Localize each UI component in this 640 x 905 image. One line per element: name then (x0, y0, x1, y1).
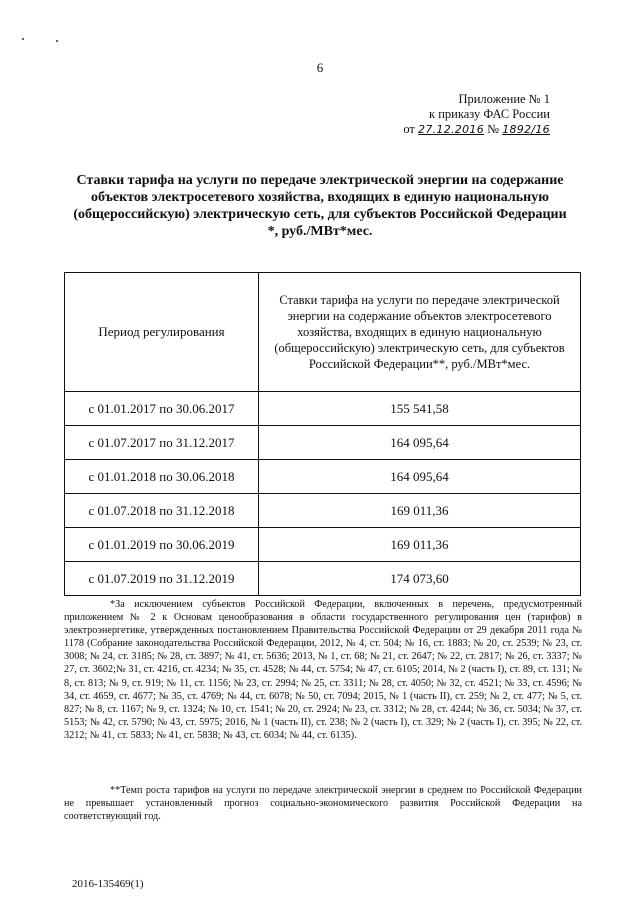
footnote-single-asterisk: *За исключением субъектов Российской Федерации, включенных в перечень, предусмотренный приложением № 2 к Основам ценообразования в области государственного регулирования цен (тарифов) в электроэнергетике, утвержденных постановлением Правительства Российской Федерации от 29 декабря 2011 года № 1178 (Собрание законодательства Российской Федерации, 2012, № 4, ст. 504; № 16, ст. 1883; № 20, ст. 2539; № 23, ст. 3008; № 24, ст. 3185; № 28, ст. 3897; № 41, ст. 5636; 2013, № 1, ст. 68; № 21, ст. 2647; № 22, ст. 2817; № 26, ст. 3337; № 27, ст. 3602;№ 31, ст. 4216, ст. 4234; № 35, ст. 4528; № 44, ст. 5754; № 47, ст. 6105; 2014, № 2 (часть I), ст. 89, ст. 131; № 8, ст. 813; № 9, ст. 919; № 11, ст. 1156; № 23, ст. 2994; № 25, ст. 3311; № 28, ст. 4050; № 32, ст. 4521; № 33, ст. 4596; № 34, ст. 4659, ст. 4677; № 35, ст. 4769; № 44, ст. 6078; № 50, ст. 7094; 2015, № 1 (часть II), ст. 259; № 2, ст. 477; № 5, ст. 827; № 8, ст. 1167; № 9, ст. 1324; № 10, ст. 1541; № 20, ст. 2924; № 23, ст. 3312; № 28, ст. 4244; № 36, ст. 5034; № 37, ст. 5153; № 42, ст. 5790; № 43, ст. 5975; 2016, № 1 (часть II), ст. 238; № 2 (часть I), ст. 329; № 2 (часть I), ст. 395; № 22, ст. 3212; № 41, ст. 5833; № 41, ст. 5838; № 43, ст. 6034; № 44, ст. 6135). (64, 599, 582, 741)
row-period: с 01.07.2019 по 31.12.2019 (65, 562, 259, 596)
tariff-table (64, 272, 581, 596)
footnote-double-asterisk: **Темп роста тарифов на услуги по передаче электрической энергии в среднем по Российской Федерации не превышает установленный прогноз социально-экономического развития Российской Федерации на соответствующий год. (64, 785, 582, 823)
order-date: 27.12.2016 (418, 123, 484, 136)
table-row (65, 562, 581, 596)
table-row (65, 494, 581, 528)
row-period: с 01.01.2019 по 30.06.2019 (65, 528, 259, 562)
order-number: 1892/16 (502, 123, 550, 136)
header-rate: Ставки тарифа на услуги по передаче электрической энергии на содержание объектов электросетевого хозяйства, входящих в единую национальную (общероссийскую) электрическую сеть, для субъектов Российской Федерации**, руб./МВт*мес. (259, 273, 581, 392)
row-rate: 164 095,64 (259, 426, 581, 460)
table-header-row (65, 273, 581, 392)
header-period: Период регулирования (65, 273, 259, 392)
scan-speck (56, 40, 58, 42)
document-title: Ставки тарифа на услуги по передаче электрической энергии на содержание объектов электросетевого хозяйства, входящих в единую национальную (общероссийскую) электрическую сеть, для субъектов Российской Федерации *, руб./МВт*мес. (73, 173, 567, 239)
scan-speck (22, 38, 24, 40)
table-row (65, 460, 581, 494)
row-period: с 01.07.2017 по 31.12.2017 (65, 426, 259, 460)
row-rate: 174 073,60 (259, 562, 581, 596)
row-period: с 01.01.2017 по 30.06.2017 (65, 392, 259, 426)
appendix-header (403, 92, 550, 137)
appendix-line2: к приказу ФАС России (429, 107, 550, 121)
page-number: 6 (316, 60, 324, 75)
number-label: № (487, 122, 500, 136)
document-code: 2016-135469(1) (72, 878, 144, 890)
appendix-date-line (403, 122, 550, 137)
row-period: с 01.01.2018 по 30.06.2018 (65, 460, 259, 494)
row-rate: 169 011,36 (259, 494, 581, 528)
table-row (65, 426, 581, 460)
appendix-line1: Приложение № 1 (458, 92, 550, 106)
table-row (65, 528, 581, 562)
row-rate: 164 095,64 (259, 460, 581, 494)
row-rate: 155 541,58 (259, 392, 581, 426)
row-period: с 01.07.2018 по 31.12.2018 (65, 494, 259, 528)
row-rate: 169 011,36 (259, 528, 581, 562)
from-label: от (403, 122, 415, 136)
table-row (65, 392, 581, 426)
